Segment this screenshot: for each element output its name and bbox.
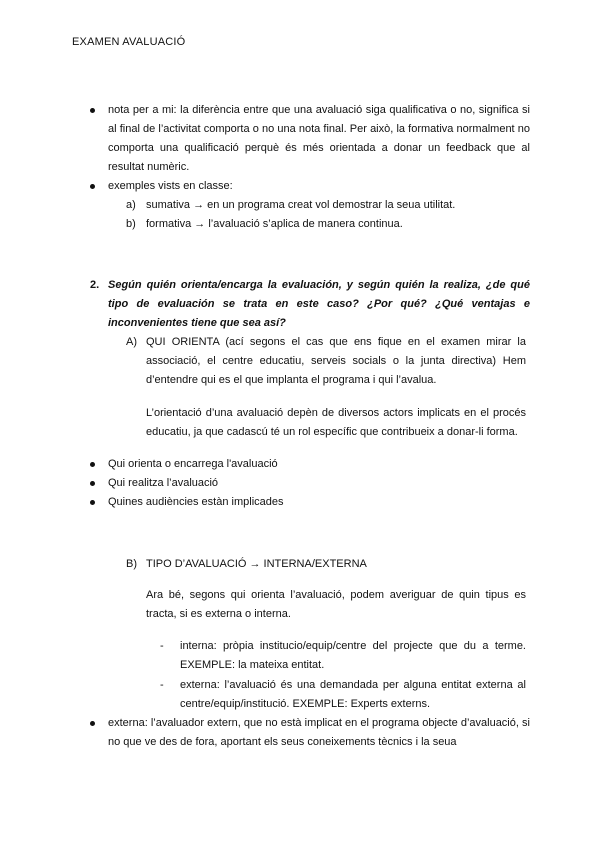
list-item [90,177,530,196]
example-item [126,215,526,234]
section-a [126,333,526,390]
example-text: sumativa → en un programa creat vol demostrar la seua utilitat. [146,199,456,211]
list-item [90,474,530,493]
page-header: EXAMEN AVALUACIÓ [72,36,186,48]
bullet-text: Qui orienta o encarrega l'avaluació [108,458,278,470]
list-item [90,455,530,474]
bullet-text: exemples vists en classe: [108,180,233,192]
list-marker: b) [126,218,136,230]
section-b [126,555,526,574]
section-a-paragraph: L’orientació d’una avaluació depèn de diversos actors implicats en el procés educatiu, ja que cadascú té un rol específic que contribueix a donar-li forma. [146,407,526,438]
list-item [90,714,530,752]
bullet-icon [90,184,95,189]
list-item [90,101,530,177]
bullet-icon [90,500,95,505]
question-2 [90,276,530,333]
example-item [126,196,526,215]
section-b-paragraph: Ara bé, segons qui orienta l’avaluació, podem averiguar de quin tipus es tracta, si es externa o interna. [146,589,526,620]
bullet-icon [90,481,95,486]
bullet-text: Quines audiències estàn implicades [108,496,284,508]
bullet-text: Qui realitza l’avaluació [108,477,219,489]
section-b-title: TIPO D’AVALUACIÓ → INTERNA/EXTERNA [146,558,367,570]
example-text: formativa → l’avaluació s’aplica de manera continua. [146,218,403,230]
question-number: 2. [90,279,100,291]
type-text: externa: l’avaluació és una demandada per alguna entitat externa al centre/equip/institució. EXEMPLE: Experts externs. [180,679,526,710]
section-a-text: QUI ORIENTA (ací segons el cas que ens fique en el examen mirar la associació, el centre educatiu, serveis socials o la junta directiva) Hem d’entendre qui es el que implanta el programa i qui l’avalua. [146,336,526,386]
bullet-icon [90,108,95,113]
section-marker: B) [126,558,137,570]
bullet-icon [90,462,95,467]
bullet-text: nota per a mi: la diferència entre que una avaluació siga qualificativa o no, significa si al final de l’activitat comporta o no una nota final. Per això, la formativa normalment no comporta una qualificació perquè és més orientada a donar un feedback que al resultat numèric. [108,104,530,173]
bullet-icon [90,721,95,726]
question-text: Según quién orienta/encarga la evaluación, y según quién la realiza, ¿de qué tipo de evaluación se trata en este caso? ¿Por qué? ¿Qué ventajas e inconvenientes tiene que sea así? [108,279,530,329]
dash-marker: - [160,679,164,691]
bullet-text: externa: l’avaluador extern, que no està implicat en el programa objecte d’avaluació, si no que ve des de fora, aportant els seus coneixements tècnics i la seua [108,717,530,748]
section-marker: A) [126,336,137,348]
dash-marker: - [160,640,164,652]
type-item [160,676,526,714]
type-item [160,637,526,675]
list-marker: a) [126,199,136,211]
type-text: interna: pròpia institucio/equip/centre del projecte que du a terme. EXEMPLE: la mateixa entitat. [180,640,526,671]
list-item [90,493,530,512]
